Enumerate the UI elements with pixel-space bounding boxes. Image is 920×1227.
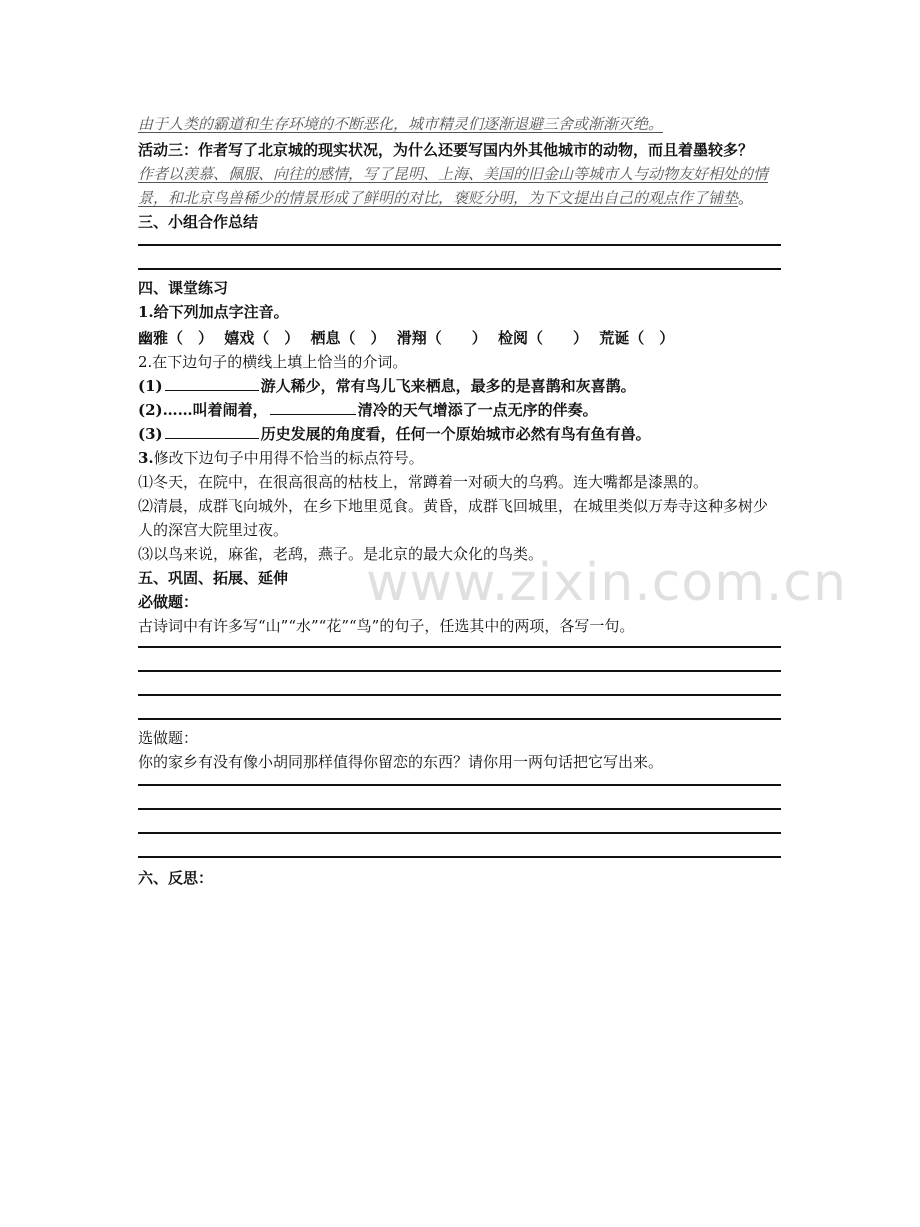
worksheet-page [138,112,782,890]
q2-instruction: 2.在下边句子的横线上填上恰当的介词。 [138,353,408,371]
q2-s3-text: 历史发展的角度看，任何一个原始城市必然有鸟有鱼有兽。 [260,425,651,443]
q1-words [138,326,782,350]
q2-s1-text: 游人稀少，常有鸟儿飞来栖息，最多的是喜鹊和灰喜鹊。 [260,377,636,395]
q3-instruction [138,446,782,470]
q2-sentence-3 [138,422,782,446]
section6-title: 六、反思： [138,869,214,887]
required-question: 古诗词中有许多写“山”“水”“花”“鸟”的句子，任选其中的两项，各写一句。 [138,617,635,635]
q1-text: 给下列加点字注音。 [153,303,289,321]
q2-s2-text: 清冷的天气增添了一点无序的伴奏。 [357,401,598,419]
section5-title: 五、巩固、拓展、延伸 [138,569,289,587]
answer-line-2 [138,268,781,270]
q3-text: 修改下边句子中用得不恰当的标点符号。 [153,449,424,467]
q2-sentence-2 [138,398,782,422]
q1-word-6: 荒诞（ ） [599,329,675,347]
required-label: 必做题： [138,593,199,611]
q1-word-5: 检阅（ ） [498,329,589,347]
q2-blank-2[interactable] [270,398,356,415]
q1-word-1: 幽雅（ ） [138,329,214,347]
q1-instruction [138,300,782,324]
answer-line-1 [138,244,781,246]
optional-line-2 [138,808,781,810]
optional-line-3 [138,832,781,834]
section4-title: 四、课堂练习 [138,279,229,297]
optional-question: 你的家乡有没有像小胡同那样值得你留恋的东西？请你用一两句话把它写出来。 [138,753,664,771]
q2-s1-number: (1) [138,377,163,395]
q3-number: 3. [138,449,154,467]
activity3-answer-end: 。 [738,189,754,207]
q3-sentence-1: ⑴冬天，在院中，在很高很高的枯枝上，常蹲着一对硕大的乌鸦。连大嘴都是漆黑的。 [138,473,709,491]
watermark: www.zixin.com.cn [366,553,847,613]
section3-title: 三、小组合作总结 [138,213,259,231]
required-line-4 [138,718,781,720]
activity3-answer-text: 作者以羡慕、佩服、向往的感情，写了昆明、上海、美国的旧金山等城市人与动物友好相处的情景，和北京鸟兽稀少的情景形成了鲜明的对比，褒贬分明，为下文提出自己的观点作了铺垫 [138,165,769,207]
q2-s2-number: (2) [138,401,163,419]
q3-sentence-3: ⑶以鸟来说，麻雀，老鸹，燕子。是北京的最大众化的鸟类。 [138,545,544,563]
required-line-2 [138,670,781,672]
q2-blank-3[interactable] [165,422,259,439]
q3-sentence-2: ⑵清晨，成群飞向城外，在乡下地里觅食。黄昏，成群飞回城里，在城里类似万寿寺这种多树少人的深宫大院里过夜。 [138,497,769,539]
activity3-answer [138,162,782,210]
answer-intro: 由于人类的霸道和生存环境的不断恶化，城市精灵们逐渐退避三舍或渐渐灭绝。 [138,115,664,133]
q1-word-4: 滑翔（ ） [396,329,487,347]
optional-line-1 [138,784,781,786]
q2-s2-prefix: ……叫着闹着， [162,401,268,419]
optional-label: 选做题： [138,729,199,747]
required-line-1 [138,646,781,648]
q1-number: 1. [138,303,154,321]
optional-line-4 [138,856,781,858]
q1-word-2: 嬉戏（ ） [224,329,300,347]
q2-blank-1[interactable] [165,374,259,391]
q2-sentence-1 [138,374,782,398]
activity3-question: 活动三：作者写了北京城的现实状况，为什么还要写国内外其他城市的动物，而且着墨较多？ [138,141,754,159]
q1-word-3: 栖息（ ） [310,329,386,347]
required-line-3 [138,694,781,696]
q2-s3-number: (3) [138,425,163,443]
